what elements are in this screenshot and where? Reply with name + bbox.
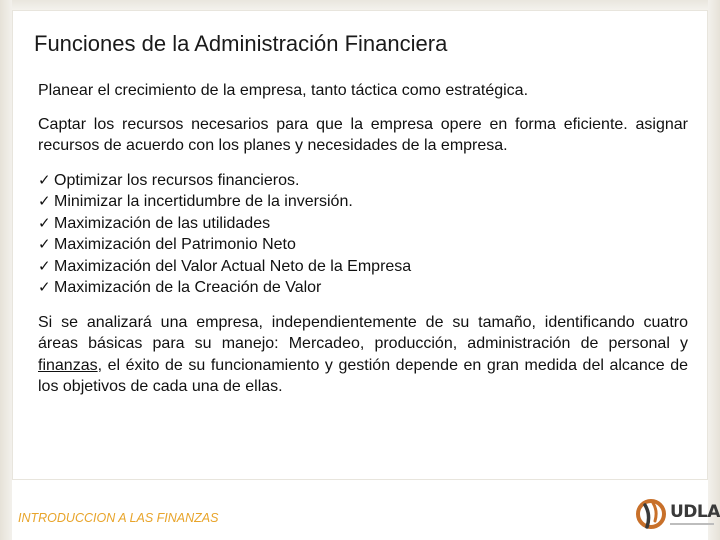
checkmark-icon: ✓ bbox=[38, 214, 51, 232]
list-item-text: Maximización del Patrimonio Neto bbox=[54, 236, 296, 253]
slide-body bbox=[38, 80, 688, 411]
list-item-text: Optimizar los recursos financieros. bbox=[54, 171, 300, 189]
list-item-text: Maximización de las utilidades bbox=[54, 214, 271, 232]
udla-logo bbox=[636, 497, 720, 533]
slide-right-bar bbox=[708, 0, 720, 540]
paragraph-closing bbox=[38, 312, 688, 398]
list-item bbox=[38, 213, 688, 235]
footer-course-label: INTRODUCCION A LAS FINANZAS bbox=[18, 511, 219, 525]
list-item-text: Maximización de la Creación de Valor bbox=[54, 279, 322, 296]
list-item-text: Minimizar la incertidumbre de la inversión. bbox=[54, 193, 353, 210]
checkmark-icon: ✓ bbox=[38, 257, 51, 275]
udla-logo-icon bbox=[636, 497, 666, 531]
list-item-text: Maximización del Valor Actual Neto de la Empresa bbox=[54, 257, 412, 275]
udla-logo-text: UDLA bbox=[670, 502, 720, 522]
checkmark-icon: ✓ bbox=[38, 171, 51, 189]
finanzas-link[interactable]: finanzas bbox=[38, 356, 98, 374]
paragraph-resources: Captar los recursos necesarios para que la empresa opere en forma eficiente. asignar recursos de acuerdo con los planes y necesidades de la empresa. bbox=[38, 115, 688, 154]
paragraph-planning: Planear el crecimiento de la empresa, tanto táctica como estratégica. bbox=[38, 82, 529, 99]
objectives-checklist bbox=[38, 170, 688, 299]
checkmark-icon: ✓ bbox=[38, 236, 51, 253]
list-item bbox=[38, 234, 688, 256]
checkmark-icon: ✓ bbox=[38, 193, 51, 210]
slide-left-bar bbox=[0, 0, 12, 540]
slide-title: Funciones de la Administración Financiera bbox=[34, 31, 448, 56]
list-item bbox=[38, 191, 688, 213]
list-item bbox=[38, 170, 688, 192]
list-item bbox=[38, 256, 688, 278]
checkmark-icon: ✓ bbox=[38, 279, 51, 296]
closing-text-start: Si se analizará una empresa, independientemente de su tamaño, identificando cuatro áreas básicas para su manejo: Mercadeo, producción, administración de personal y bbox=[38, 313, 688, 352]
list-item bbox=[38, 277, 688, 299]
closing-text-end: , el éxito de su funcionamiento y gestión depende en gran medida del alcance de los objetivos de cada una de ellas. bbox=[38, 356, 688, 395]
slide-top-bar bbox=[0, 0, 720, 10]
udla-logo-underline bbox=[670, 523, 714, 525]
